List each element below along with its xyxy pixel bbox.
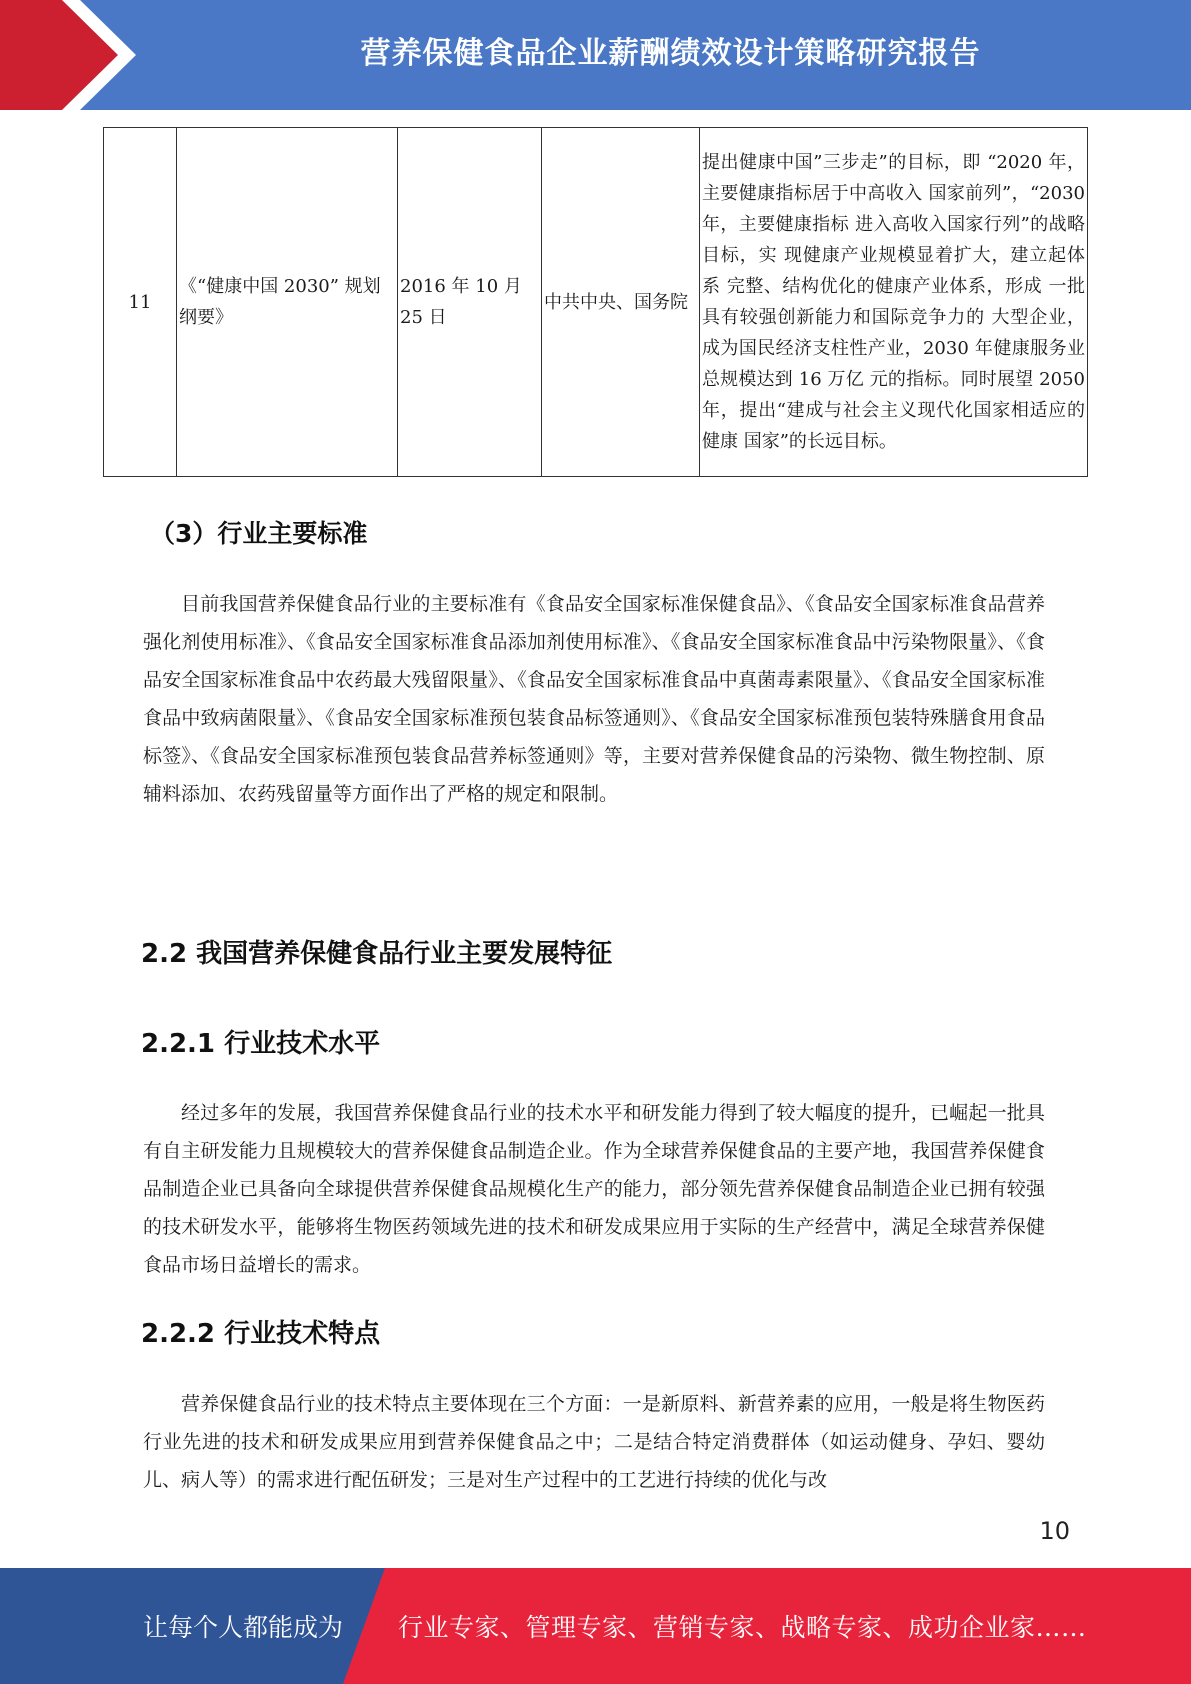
page-number: 10 bbox=[1039, 1517, 1070, 1545]
section-2-2-2-paragraph: 营养保健食品行业的技术特点主要体现在三个方面：一是新原料、新营养素的应用，一般是将生物医药行业先进的技术和研发成果应用到营养保健食品之中；二是结合特定消费群体（如运动健身、孕妇、婴幼儿、病人等）的需求进行配伍研发；三是对生产过程中的工艺进行持续的优化与改 bbox=[143, 1393, 1045, 1491]
footer-slogan-left: 让每个人都能成为 bbox=[143, 1613, 344, 1642]
row-number: 11 bbox=[104, 128, 177, 477]
header-red-chevron bbox=[0, 0, 150, 110]
table-row bbox=[104, 128, 1088, 477]
section-3-heading: （3）行业主要标准 bbox=[150, 519, 368, 548]
row-issuer: 中共中央、国务院 bbox=[542, 128, 700, 477]
header-title: 营养保健食品企业薪酬绩效设计策略研究报告 bbox=[360, 36, 981, 71]
section-2-2-heading: 2.2 我国营养保健食品行业主要发展特征 bbox=[141, 939, 613, 969]
policy-table bbox=[103, 127, 1088, 477]
row-document-name: 《“健康中国 2030” 规划纲要》 bbox=[177, 128, 398, 477]
section-2-2-2-heading: 2.2.2 行业技术特点 bbox=[141, 1319, 381, 1349]
page-header bbox=[0, 0, 1191, 110]
page-footer bbox=[0, 1568, 1191, 1684]
row-date: 2016 年 10 月 25 日 bbox=[398, 128, 542, 477]
section-2-2-1-heading: 2.2.1 行业技术水平 bbox=[141, 1029, 381, 1059]
row-description: 提出健康中国”三步走”的目标，即 “2020 年，主要健康指标居于中高收入 国家前列”，“2030 年，主要健康指标 进入高收入国家行列”的战略目标，实 现健康产业规模显着扩大，建立起体系 完整、结构优化的健康产业体系，形成 一批具有较强创新能力和国际竞争力的 大型企业，成为国民经济支柱性产业，2030 年健康服务业总规模达到 16 万亿 元的指标。同时展望 2050 年，提出“建成与社会主义现代化国家相适应的健康 国家”的长远目标。 bbox=[700, 128, 1088, 477]
footer-slogan-right: 行业专家、管理专家、营销专家、战略专家、成功企业家…… bbox=[398, 1613, 1087, 1642]
section-3-paragraph: 目前我国营养保健食品行业的主要标准有《食品安全国家标准保健食品》、《食品安全国家标准食品营养强化剂使用标准》、《食品安全国家标准食品添加剂使用标准》、《食品安全国家标准食品中污染物限量》、《食品安全国家标准食品中农药最大残留限量》、《食品安全国家标准食品中真菌毒素限量》、《食品安全国家标准食品中致病菌限量》、《食品安全国家标准预包装食品标签通则》、《食品安全国家标准预包装特殊膳食用食品标签》、《食品安全国家标准预包装食品营养标签通则》等，主要对营养保健食品的污染物、微生物控制、原辅料添加、农药残留量等方面作出了严格的规定和限制。 bbox=[143, 593, 1045, 805]
section-2-2-1-paragraph: 经过多年的发展，我国营养保健食品行业的技术水平和研发能力得到了较大幅度的提升，已崛起一批具有自主研发能力且规模较大的营养保健食品制造企业。作为全球营养保健食品的主要产地，我国营养保健食品制造企业已具备向全球提供营养保健食品规模化生产的能力，部分领先营养保健食品制造企业已拥有较强的技术研发水平，能够将生物医药领域先进的技术和研发成果应用于实际的生产经营中，满足全球营养保健食品市场日益增长的需求。 bbox=[143, 1102, 1045, 1276]
